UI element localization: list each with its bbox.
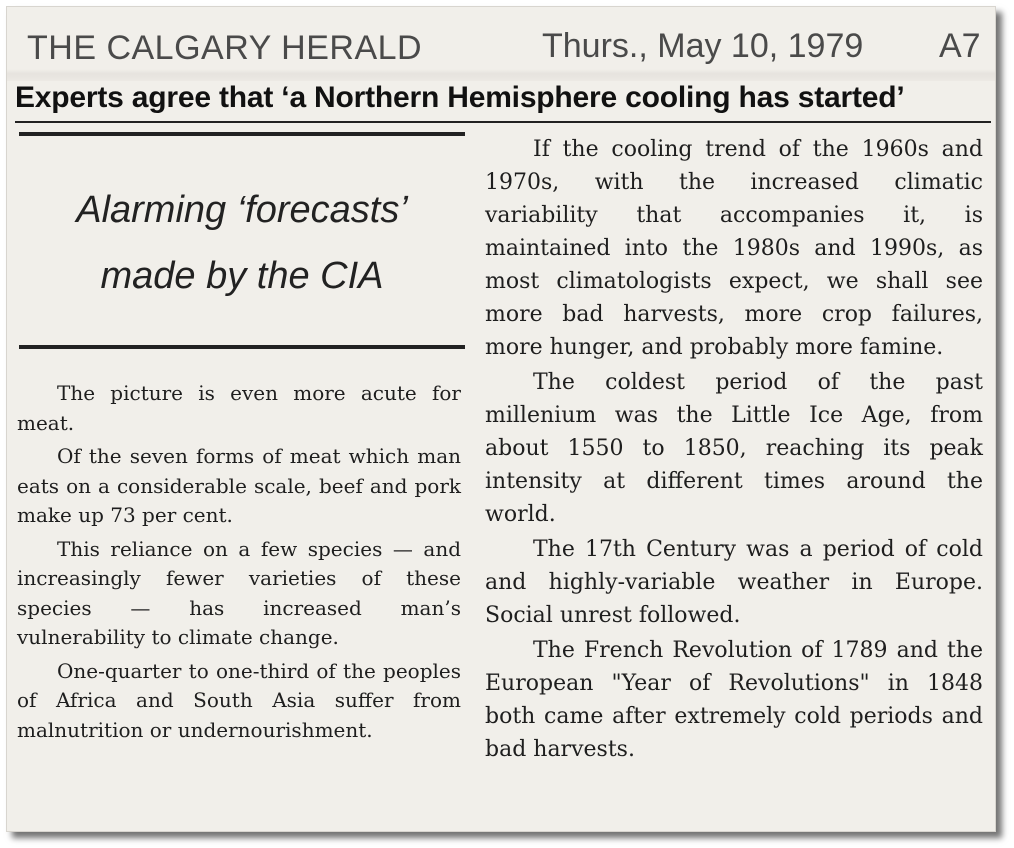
left-paragraph: Of the seven forms of meat which man eats on a considerable scale, beef and pork make up 73 per cent. bbox=[17, 444, 461, 527]
sidebar-bottom-rule bbox=[19, 345, 465, 349]
right-paragraph: The French Revolution of 1789 and the European "Year of Revolutions" in 1848 both came after extremely cold periods and bad harvests. bbox=[485, 638, 983, 762]
right-column bbox=[485, 133, 983, 768]
left-column bbox=[17, 379, 461, 749]
right-paragraph: The 17th Century was a period of cold and highly-variable weather in Europe. Social unrest followed. bbox=[485, 537, 983, 628]
publication-date: Thurs., May 10, 1979 bbox=[542, 27, 864, 65]
sidebar-title bbox=[19, 177, 465, 309]
article-headline: Experts agree that ‘a Northern Hemisphere cooling has started’ bbox=[15, 81, 905, 114]
sidebar-top-rule bbox=[19, 132, 465, 136]
page-number: A7 bbox=[939, 27, 981, 65]
newspaper-clipping bbox=[6, 6, 996, 832]
left-paragraph: One-quarter to one-third of the peoples of Africa and South Asia suffer from malnutrition or undernourishment. bbox=[17, 658, 461, 742]
headline-rule bbox=[15, 121, 991, 123]
sidebar-title-line-1: Alarming ‘forecasts’ bbox=[76, 189, 408, 231]
right-paragraph: The coldest period of the past millenium was the Little Ice Age, from about 1550 to 1850, reaching its peak intensity at different times around the world. bbox=[485, 370, 983, 527]
right-paragraph: If the cooling trend of the 1960s and 1970s, with the increased climatic variability that accompanies it, is maintained into the 1980s and 1990s, as most climatologists expect, we shall see more bad harvests, more crop failures, more hunger, and probably more famine. bbox=[485, 137, 983, 360]
left-paragraph: The picture is even more acute for meat. bbox=[17, 381, 461, 435]
print-smudge bbox=[7, 69, 995, 81]
left-paragraph: This reliance on a few species — and increasingly fewer varieties of these species — has increased man’s vulnerability to climate change. bbox=[17, 536, 461, 649]
newspaper-name: THE CALGARY HERALD bbox=[27, 29, 423, 67]
sidebar-title-line-2: made by the CIA bbox=[100, 255, 384, 297]
